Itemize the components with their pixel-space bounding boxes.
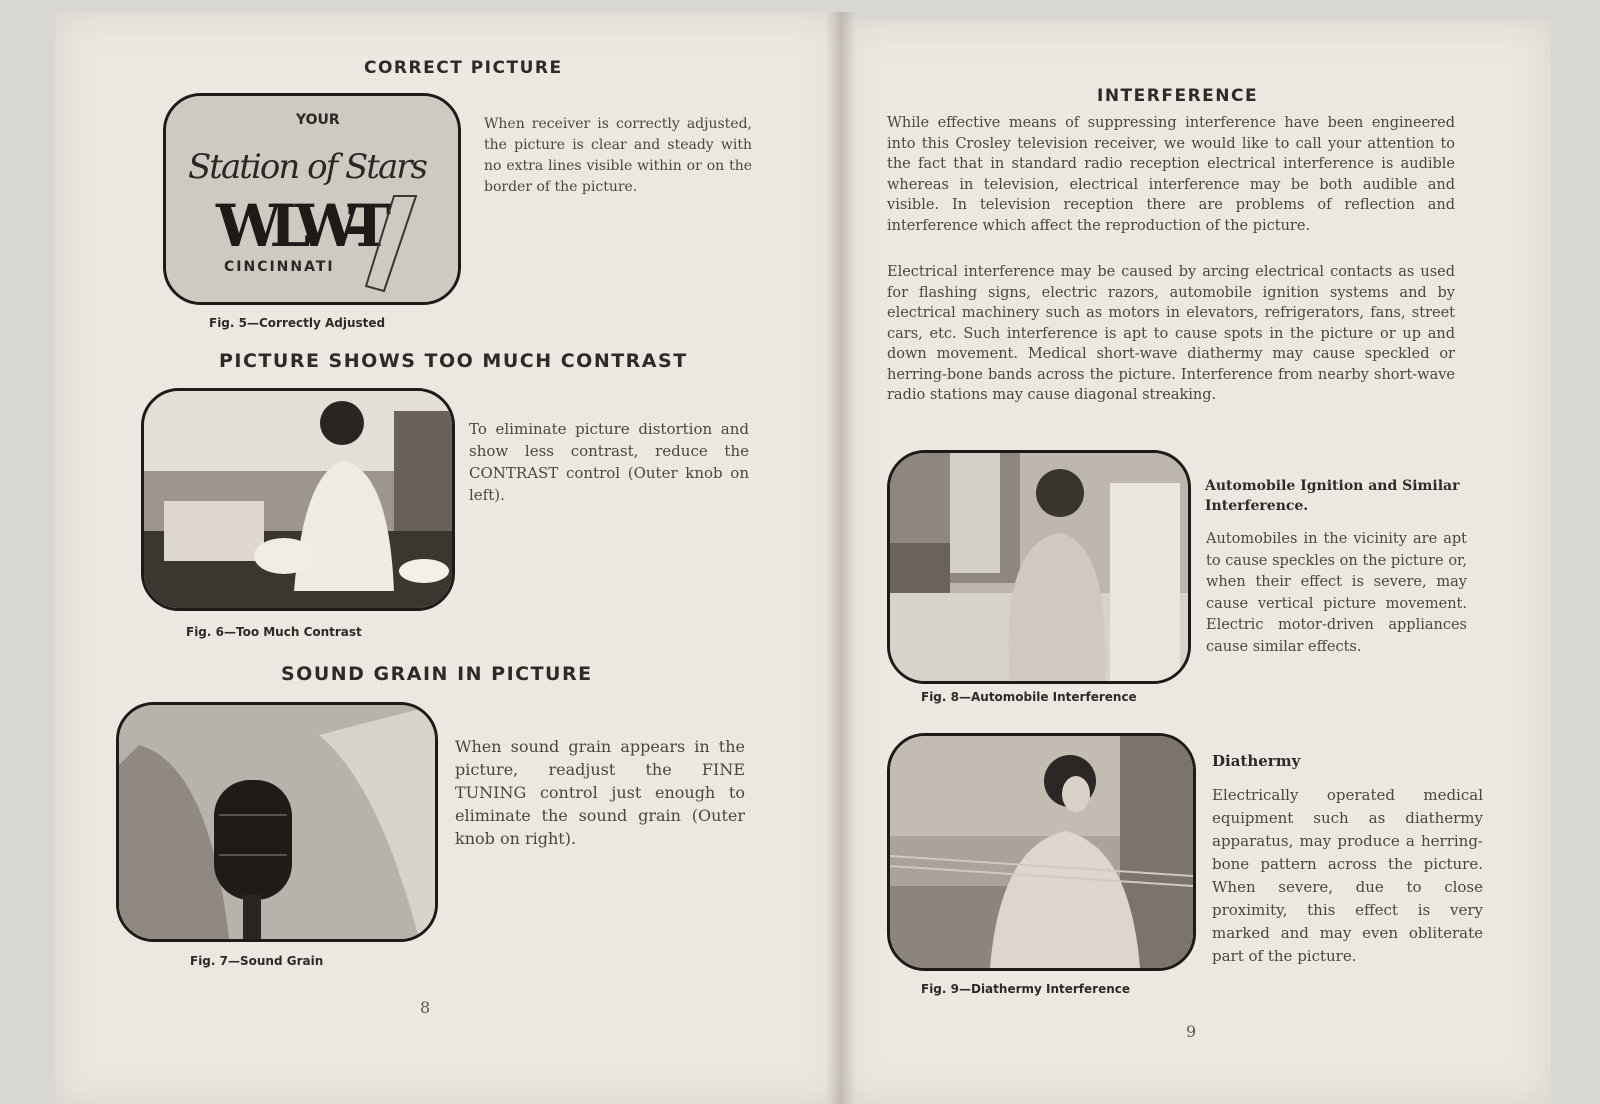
logo-script-text: Station of Stars <box>188 147 428 187</box>
contrast-photo-illustration <box>144 391 452 608</box>
heading-too-much-contrast: PICTURE SHOWS TOO MUCH CONTRAST <box>219 350 688 372</box>
microphone-photo-illustration <box>119 705 435 939</box>
heading-correct-picture: CORRECT PICTURE <box>364 58 563 78</box>
page-number-right: 9 <box>1186 1022 1197 1041</box>
booklet-gutter <box>826 12 856 1104</box>
fig5-station-logo-image <box>163 93 461 305</box>
fig5-caption: Fig. 5—Correctly Adjusted <box>209 316 386 330</box>
heading-interference: INTERFERENCE <box>1097 86 1259 106</box>
fig7-caption: Fig. 7—Sound Grain <box>190 954 324 968</box>
heading-sound-grain: SOUND GRAIN IN PICTURE <box>281 663 593 685</box>
station-logo-illustration <box>166 96 458 302</box>
logo-city-text: CINCINNATI <box>224 259 335 275</box>
diathermy-title: Diathermy <box>1212 752 1301 770</box>
text-sound-grain: When sound grain appears in the picture, readjust the FINE TUNING control just enough to eliminate the sound grain (Outer knob on right). <box>455 737 745 848</box>
kitchen-photo-illustration <box>890 453 1188 681</box>
text-correct-picture: When receiver is correctly adjusted, the picture is clear and steady with no extra lines visible within or on the border of the picture. <box>484 116 752 195</box>
interference-paragraph-1: While effective means of suppressing interference have been engineered into this Crosley television receiver, we would like to call your attention to the fact that in standard radio reception electrical interference is audible whereas in television, electrical interference may be both audible and visible. In television reception there are problems of reflection and interference which affect the reproduction of the picture. <box>887 115 1455 234</box>
fig9-diathermy-photo <box>887 733 1196 971</box>
diathermy-text: Electrically operated medical equipment such as diathermy apparatus, may produce a herring-bone pattern across the picture. When severe, due to close proximity, this effect is very marked and may even obliterate part of the picture. <box>1212 786 1483 965</box>
automobile-interference-text: Automobiles in the vicinity are apt to cause speckles on the picture or, when their effect is severe, may cause vertical picture movement. Electric motor-driven appliances cause similar effects. <box>1206 531 1467 655</box>
fig9-caption: Fig. 9—Diathermy Interference <box>921 982 1131 996</box>
fig6-caption: Fig. 6—Too Much Contrast <box>186 625 362 639</box>
fig7-sound-grain-photo <box>116 702 438 942</box>
logo-your-text: YOUR <box>296 112 340 128</box>
interference-paragraph-2: Electrical interference may be caused by arcing electrical contacts as used for flashing signs, electric razors, automobile ignition systems and by electrical machinery such as motors in elevators, refrigerators, fans, street cars, etc. Such interference is apt to cause spots in the picture or up and down movement. Medical short-wave diathermy may cause speckled or herring-bone bands across the picture. Interference from nearby short-wave radio stations may cause diagonal streaking. <box>887 264 1455 403</box>
diathermy-photo-illustration <box>890 736 1193 968</box>
fig8-caption: Fig. 8—Automobile Interference <box>921 690 1137 704</box>
logo-callsign-text: WLW-T <box>216 192 391 260</box>
fig8-automobile-interference-photo <box>887 450 1191 684</box>
text-too-much-contrast: To eliminate picture distortion and show less contrast, reduce the CONTRAST control (Outer knob on left). <box>469 420 749 504</box>
page-number-left: 8 <box>420 998 431 1017</box>
automobile-interference-title: Automobile Ignition and Similar Interference. <box>1205 478 1460 514</box>
fig6-contrast-photo <box>141 388 455 611</box>
